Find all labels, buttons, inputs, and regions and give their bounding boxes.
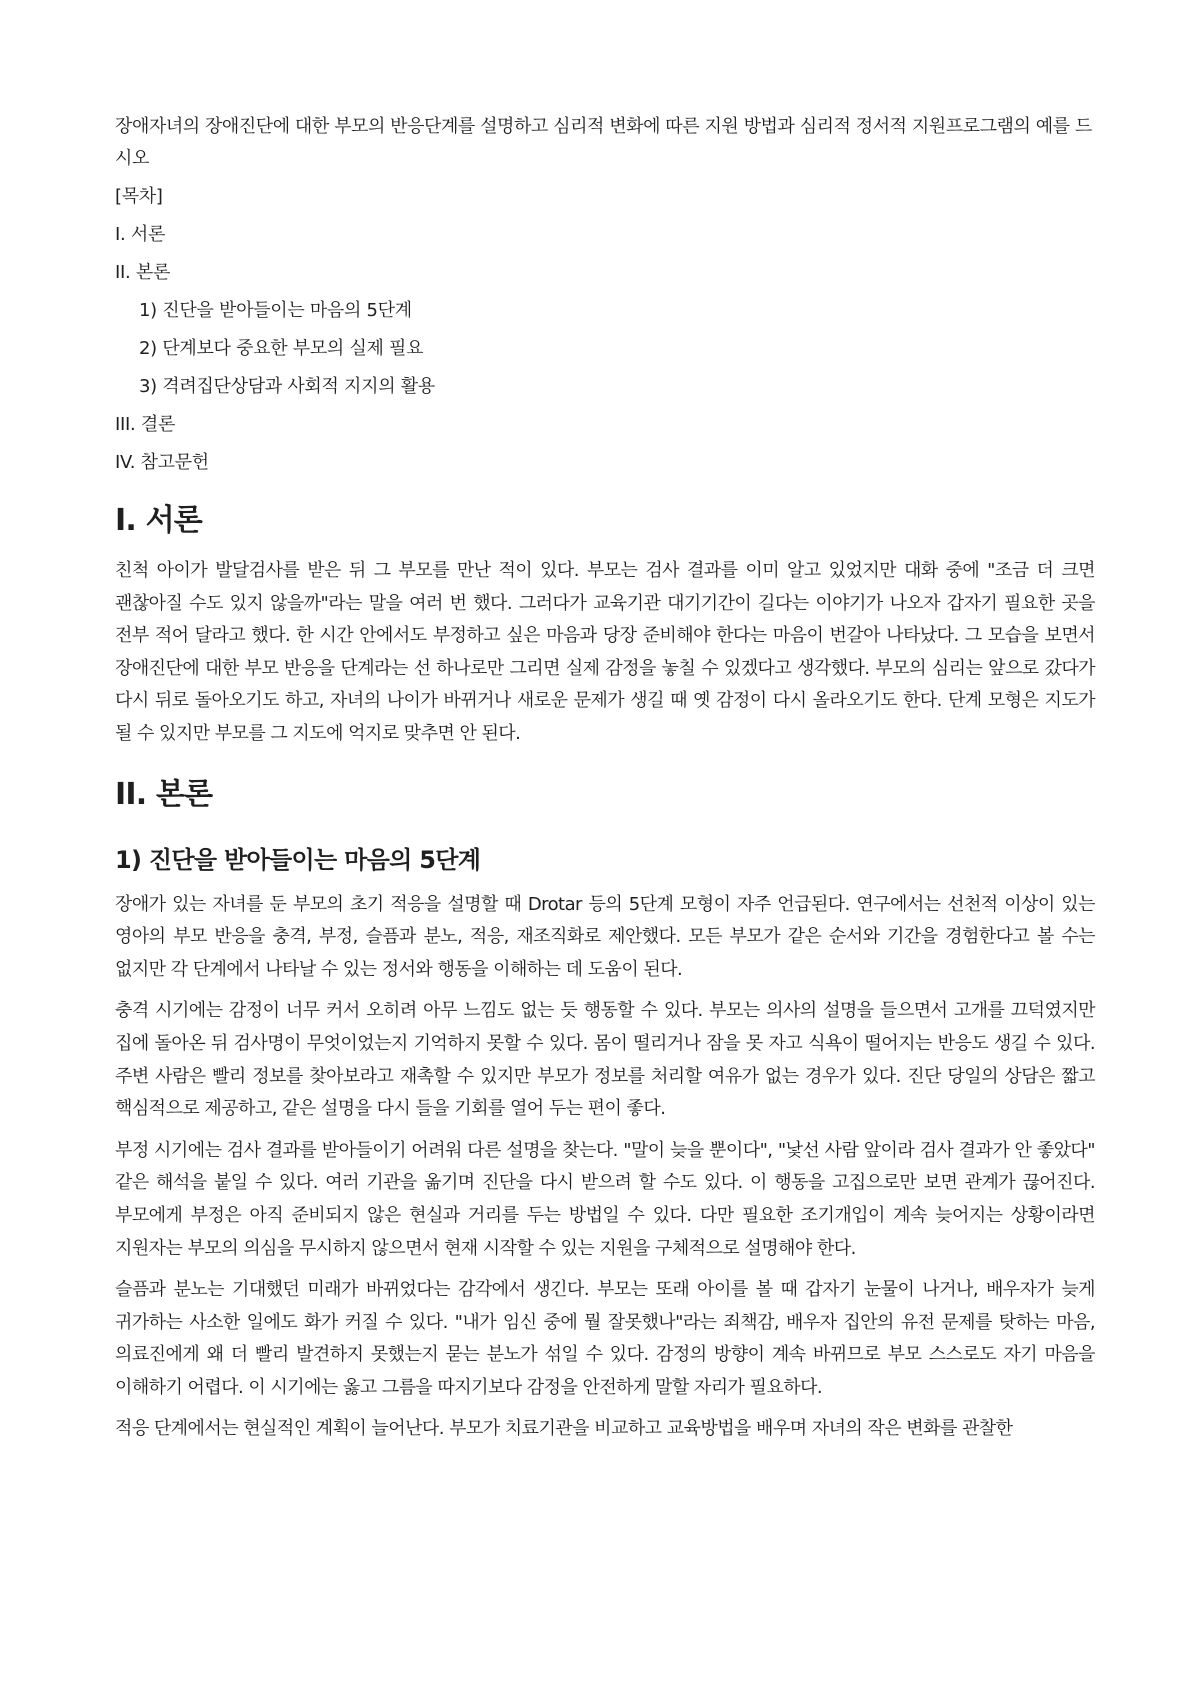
- toc-subitem: 3) 격려집단상담과 사회적 지지의 활용: [139, 376, 435, 397]
- toc-item: IV. 참고문헌: [115, 452, 209, 473]
- body-paragraph: 부정 시기에는 검사 결과를 받아들이기 어려워 다른 설명을 찾는다. "말이 늦을 뿐이다", "낯선 사람 앞이라 검사 결과가 안 좋았다" 같은 해석을 붙일 수 있다. 여러 기관을 옮기며 진단을 다시 받으려 할 수도 있다. 이 행동을 고집으로만 보면 관계가 끊어진다. 부모에게 부정은 아직 준비되지 않은 현실과 거리를 두는 방법일 수 있다. 다만 필요한 조기개입이 계속 늦어지는 상황이라면 지원자는 부모의 의심을 무시하지 않으면서 현재 시작할 수 있는 지원을 구체적으로 설명해야 한다.: [115, 1139, 1095, 1259]
- toc-subitem: 2) 단계보다 중요한 부모의 실제 필요: [139, 338, 424, 359]
- intro-paragraph: 친척 아이가 발달검사를 받은 뒤 그 부모를 만난 적이 있다. 부모는 검사 결과를 이미 알고 있었지만 대화 중에 "조금 더 크면 괜찮아질 수도 있지 않을까"라는 말을 여러 번 했다. 그러다가 교육기관 대기기간이 길다는 이야기가 나오자 갑자기 필요한 곳을 전부 적어 달라고 했다. 한 시간 안에서도 부정하고 싶은 마음과 당장 준비해야 한다는 마음이 번갈아 나타났다. 그 모습을 보면서 장애진단에 대한 부모 반응을 단계라는 선 하나로만 그리면 실제 감정을 놓칠 수 있겠다고 생각했다. 부모의 심리는 앞으로 갔다가 다시 뒤로 돌아오기도 하고, 자녀의 나이가 바뀌거나 새로운 문제가 생길 때 옛 감정이 다시 올라오기도 한다. 단계 모형은 지도가 될 수 있지만 부모를 그 지도에 억지로 맞추면 안 된다.: [115, 560, 1095, 744]
- document-title: 장애자녀의 장애진단에 대한 부모의 반응단계를 설명하고 심리적 변화에 따른 지원 방법과 심리적 정서적 지원프로그램의 예를 드시오: [115, 116, 1092, 169]
- body-paragraph: 적응 단계에서는 현실적인 계획이 늘어난다. 부모가 치료기관을 비교하고 교육방법을 배우며 자녀의 작은 변화를 관찰한: [115, 1418, 1013, 1440]
- body-paragraph: 장애가 있는 자녀를 둔 부모의 초기 적응을 설명할 때 Drotar 등의 5단계 모형이 자주 언급된다. 연구에서는 선천적 이상이 있는 영아의 부모 반응을 충격, 부정, 슬픔과 분노, 적응, 재조직화로 제안했다. 모든 부모가 같은 순서와 기간을 경험한다고 볼 수는 없지만 각 단계에서 나타날 수 있는 정서와 행동을 이해하는 데 도움이 된다.: [115, 893, 1095, 980]
- body-paragraph: 충격 시기에는 감정이 너무 커서 오히려 아무 느낌도 없는 듯 행동할 수 있다. 부모는 의사의 설명을 들으면서 고개를 끄덕였지만 집에 돌아온 뒤 검사명이 무엇이었는지 기억하지 못할 수 있다. 몸이 떨리거나 잠을 못 자고 식욕이 떨어지는 반응도 생길 수 있다. 주변 사람은 빨리 정보를 찾아보라고 재촉할 수 있지만 부모가 정보를 처리할 여유가 없는 경우가 있다. 진단 당일의 상담은 짧고 핵심적으로 제공하고, 같은 설명을 다시 들을 기회를 열어 두는 편이 좋다.: [115, 1000, 1095, 1120]
- subsection-heading-stages: 1) 진단을 받아들이는 마음의 5단계: [115, 845, 481, 874]
- toc-heading: [목차]: [115, 186, 163, 207]
- toc-item: I. 서론: [115, 224, 166, 245]
- table-of-contents: [115, 184, 1095, 475]
- body-paragraph: 슬픔과 분노는 기대했던 미래가 바뀌었다는 감각에서 생긴다. 부모는 또래 아이를 볼 때 갑자기 눈물이 나거나, 배우자가 늦게 귀가하는 사소한 일에도 화가 커질 수 있다. "내가 임신 중에 뭘 잘못했나"라는 죄책감, 배우자 집안의 유전 문제를 탓하는 마음, 의료진에게 왜 더 빨리 발견하지 못했는지 묻는 분노가 섞일 수 있다. 감정의 방향이 계속 바뀌므로 부모 스스로도 자기 마음을 이해하기 어렵다. 이 시기에는 옳고 그름을 따지기보다 감정을 안전하게 말할 자리가 필요하다.: [115, 1279, 1095, 1398]
- section-heading-body: II. 본론: [115, 776, 213, 812]
- toc-item: II. 본론: [115, 262, 171, 283]
- section-heading-intro: I. 서론: [115, 503, 202, 538]
- toc-subitem: 1) 진단을 받아들이는 마음의 5단계: [139, 300, 412, 321]
- toc-item: III. 결론: [115, 414, 176, 435]
